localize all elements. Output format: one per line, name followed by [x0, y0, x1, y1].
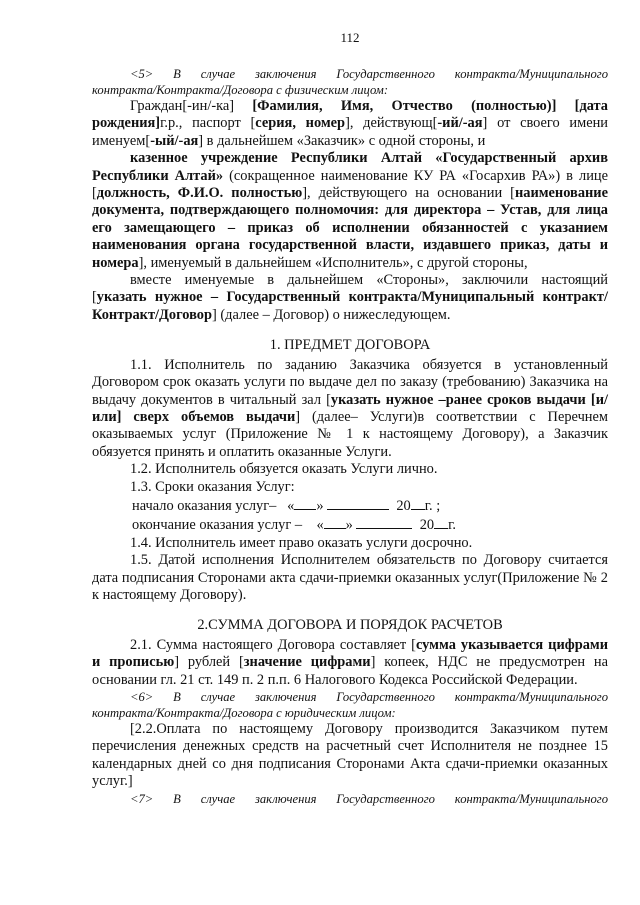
note-6-line2: контракта/Контракта/Договора с юридическим лицом: [92, 706, 396, 720]
service-end-date-line: окончание оказания услуг – « » 20 г. [132, 517, 456, 534]
section-1-title: 1. ПРЕДМЕТ ДОГОВОРА [269, 337, 431, 354]
month-blank [356, 515, 412, 529]
party-executor-paragraph: казенное учреждение Республики Алтай «Государственный архив Республики Алтай» (сокращенное наименование КУ РА «Госархив РА») в лице [должность, Ф.И.О. полностью], действующего на основании [наименование документа, подтверждающего полномочия: для директора – Устав, для лица его замещающего – приказ об исполнении обязанностей с указанием наименования органа государственной власти, издавшего приказ, даты и номера], именуемый в дальнейшем «Исполнитель», с другой стороны, [92, 150, 608, 271]
clause-1-3: 1.3. Сроки оказания Услуг: [130, 478, 295, 495]
day-blank [294, 496, 316, 510]
page-number: 112 [340, 30, 360, 45]
parties-agreement-paragraph: вместе именуемые в дальнейшем «Стороны», заключили настоящий [указать нужное – Государственный контракта/Муниципальный контракт/Контракт/Договор] (далее – Договор) о нижеследующем. [92, 272, 608, 323]
clause-1-4: 1.4. Исполнитель имеет право оказать услуги досрочно. [130, 534, 473, 551]
month-blank [327, 496, 389, 510]
service-start-date-line: начало оказания услуг– « » 20 г. ; [132, 497, 441, 514]
clause-2-2: [2.2.Оплата по настоящему Договору производится Заказчиком путем перечисления денежных средств на расчетный счет Исполнителя не позднее 15 календарных дней со дня подписания Сторонами Акта сдачи-приемки оказанных услуг.] [92, 721, 608, 790]
party-customer-paragraph: Граждан[-ин/-ка] [Фамилия, Имя, Отчество (полностью)] [дата рождения]г.р., паспорт [серия, номер], действующ[-ий/-ая] от своего имени именуем[-ый/-ая] в дальнейшем «Заказчик» с одной стороны, и [92, 98, 608, 149]
clause-2-1: 2.1. Сумма настоящего Договора составляет [сумма указывается цифрами и прописью] рублей [значение цифрами] копеек, НДС не предусмотрен на основании гл. 21 ст. 149 п. 2 п.п. 6 Налогового Кодекса Российской Федерации. [92, 636, 608, 688]
note-6-line1: <6> В случае заключения Государственного контракта/Муниципального [130, 690, 608, 704]
note-5-line1: <5> В случае заключения Государственного контракта/Муниципального [130, 67, 608, 81]
clause-1-5: 1.5. Датой исполнения Исполнителем обязательств по Договору считается дата подписания Сторонами акта сдачи-приемки оказанных услуг(Приложение № 2 к настоящему Договору). [92, 552, 608, 603]
year-blank [411, 496, 425, 510]
clause-1-2: 1.2. Исполнитель обязуется оказать Услуги лично. [130, 461, 438, 478]
document-body [92, 66, 608, 807]
note-7-line1: <7> В случае заключения Государственного контракта/Муниципального [130, 791, 608, 806]
section-2-title: 2.СУММА ДОГОВОРА И ПОРЯДОК РАСЧЕТОВ [197, 617, 503, 634]
day-blank [324, 515, 346, 529]
year-blank [434, 515, 448, 529]
clause-1-1: 1.1. Исполнитель по заданию Заказчика обязуется в установленный Договором срок оказать услуги по выдаче дел по заказу (требованию) Заказчика на выдачу документов в читальный зал [указать нужное –ранее сроков выдачи [и/или] сверх объемов выдачи] (далее– Услуги)в соответствии с Перечнем оказываемых услуг (Приложение № 1 к настоящему Договору), а Заказчик обязуется принять и оплатить оказанные Услуги. [92, 356, 608, 460]
note-5-line2: контракта/Контракта/Договора с физическим лицом: [92, 83, 389, 97]
